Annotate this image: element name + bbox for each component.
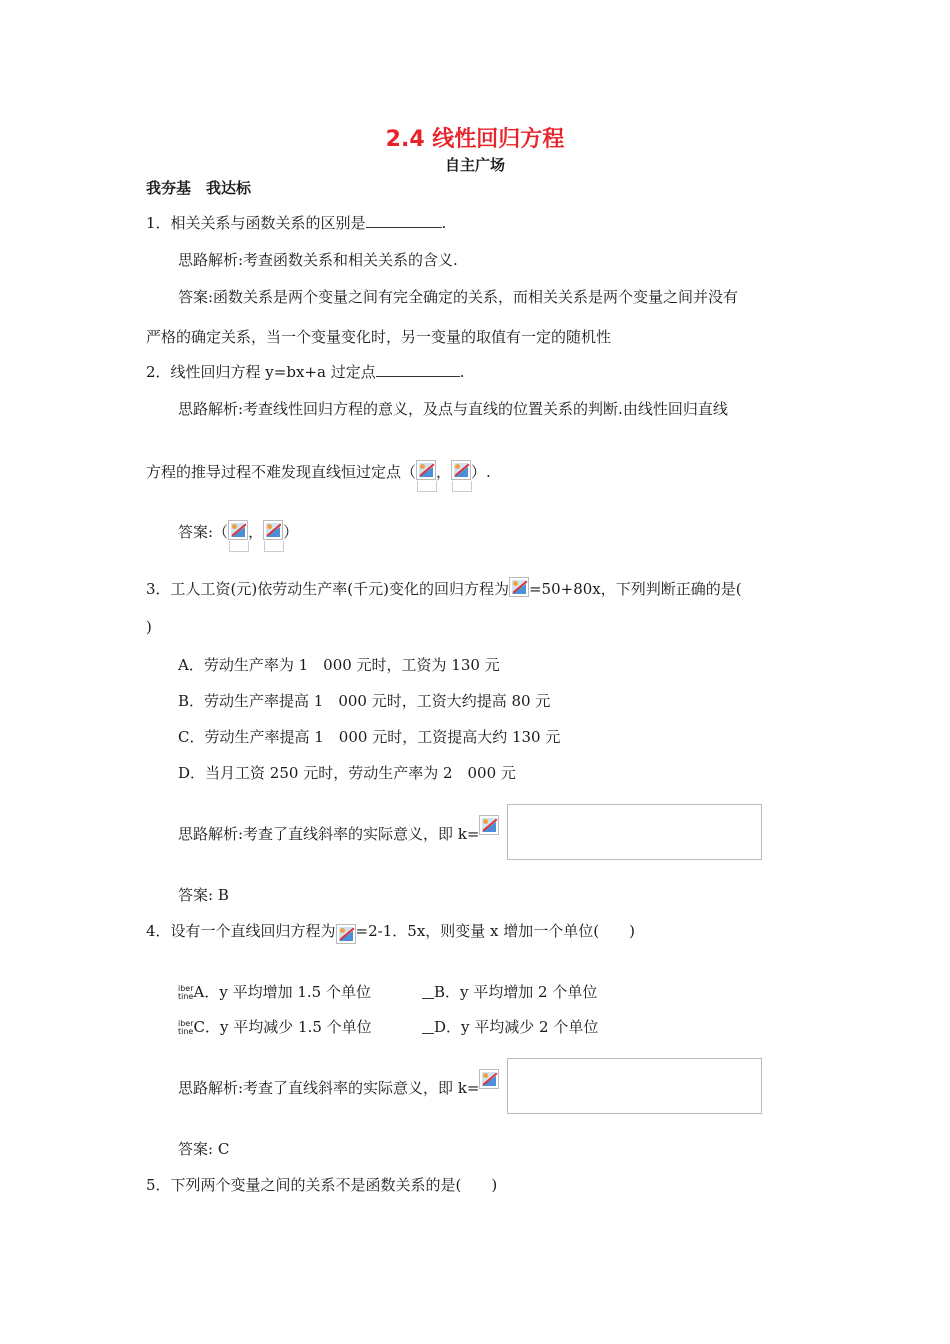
options-row-1 (178, 982, 371, 1002)
option-d: D．y 平均减少 2 个单位 (434, 1018, 599, 1036)
question-3 (146, 577, 742, 599)
image-frame (507, 804, 762, 860)
broken-image-icon (451, 460, 471, 480)
question-2-hint-line-1: 思路解析:考查线性回归方程的意义，及点与直线的位置关系的判断.由线性回归直线 (178, 400, 728, 418)
question-1-answer-line-2: 严格的确定关系，当一个变量变化时，另一变量的取值有一定的随机性 (146, 328, 612, 346)
hint-text: 思路解析:考查了直线斜率的实际意义，即 k= (178, 1079, 480, 1097)
question-1 (146, 213, 446, 233)
question-4 (146, 921, 635, 944)
option-c: C．劳动生产率提高 1 000 元时，工资提高大约 130 元 (178, 728, 561, 746)
broken-image-icon (509, 577, 529, 597)
question-2 (146, 362, 464, 382)
hint-text: 方程的推导过程不难发现直线恒过定点（ (146, 463, 417, 481)
answer-end: ） (283, 523, 299, 541)
broken-image-icon (416, 460, 436, 480)
question-1-stem: 1．相关关系与函数关系的区别是 (146, 214, 366, 232)
option-b: B．劳动生产率提高 1 000 元时，工资大约提高 80 元 (178, 692, 551, 710)
question-2-tail: . (459, 363, 465, 381)
question-1-tail: . (441, 214, 447, 232)
field-marker (422, 998, 434, 999)
image-frame (507, 1058, 762, 1114)
broken-image-icon (228, 520, 248, 540)
section-heading: 我夯基 我达标 (146, 179, 252, 197)
options-row-2 (178, 1017, 372, 1037)
question-1-answer-line-1: 答案:函数关系是两个变量之间有完全确定的关系，而相关关系是两个变量之间并没有 (178, 288, 739, 306)
option-c: C．y 平均减少 1.5 个单位 (193, 1018, 372, 1036)
question-2-answer (178, 520, 298, 542)
question-4-stem: 4．设有一个直线回归方程为 (146, 922, 336, 940)
question-2-hint-line-2 (146, 460, 491, 482)
question-4-stem-end: =2-1．5x，则变量 x 增加一个单位( ) (355, 922, 635, 940)
question-5: 5．下列两个变量之间的关系不是函数关系的是( ) (146, 1176, 498, 1194)
answer-label: 答案:（ (178, 523, 229, 541)
option-d: D．当月工资 250 元时，劳动生产率为 2 000 元 (178, 764, 516, 782)
page-title: 2.4 线性回归方程 (385, 127, 565, 152)
option-a: A．y 平均增加 1.5 个单位 (193, 983, 371, 1001)
page-subtitle: 自主广场 (444, 156, 505, 174)
broken-image-icon (336, 924, 356, 944)
option-d-wrap (422, 1017, 598, 1037)
hint-text-end: ）. (471, 463, 491, 481)
question-4-answer: 答案: C (178, 1140, 230, 1158)
option-b: B．y 平均增加 2 个单位 (434, 983, 598, 1001)
option-b-wrap (422, 982, 597, 1002)
broken-image-icon (479, 815, 499, 835)
broken-image-icon (263, 520, 283, 540)
answer-blank (376, 362, 460, 377)
hint-text: 思路解析:考查了直线斜率的实际意义，即 k= (178, 825, 480, 843)
question-3-stem: 3．工人工资(元)依劳动生产率(千元)变化的回归方程为 (146, 580, 509, 598)
field-marker: iber tine (178, 1019, 194, 1036)
answer-blank (366, 213, 442, 228)
question-3-hint (178, 815, 499, 844)
question-3-answer: 答案: B (178, 886, 229, 904)
comma: ， (436, 463, 452, 481)
option-a: A．劳动生产率为 1 000 元时，工资为 130 元 (178, 656, 500, 674)
comma: ， (248, 523, 264, 541)
question-1-hint: 思路解析:考查函数关系和相关关系的含义. (178, 251, 458, 269)
question-3-stem-end: =50+80x，下列判断正确的是( (528, 580, 742, 598)
question-2-stem: 2．线性回归方程 y=bx+a 过定点 (146, 363, 376, 381)
field-marker: iber tine (178, 984, 194, 1001)
question-4-hint (178, 1069, 499, 1098)
field-marker (422, 1033, 434, 1034)
question-3-stem-close: ) (146, 618, 152, 636)
broken-image-icon (479, 1069, 499, 1089)
